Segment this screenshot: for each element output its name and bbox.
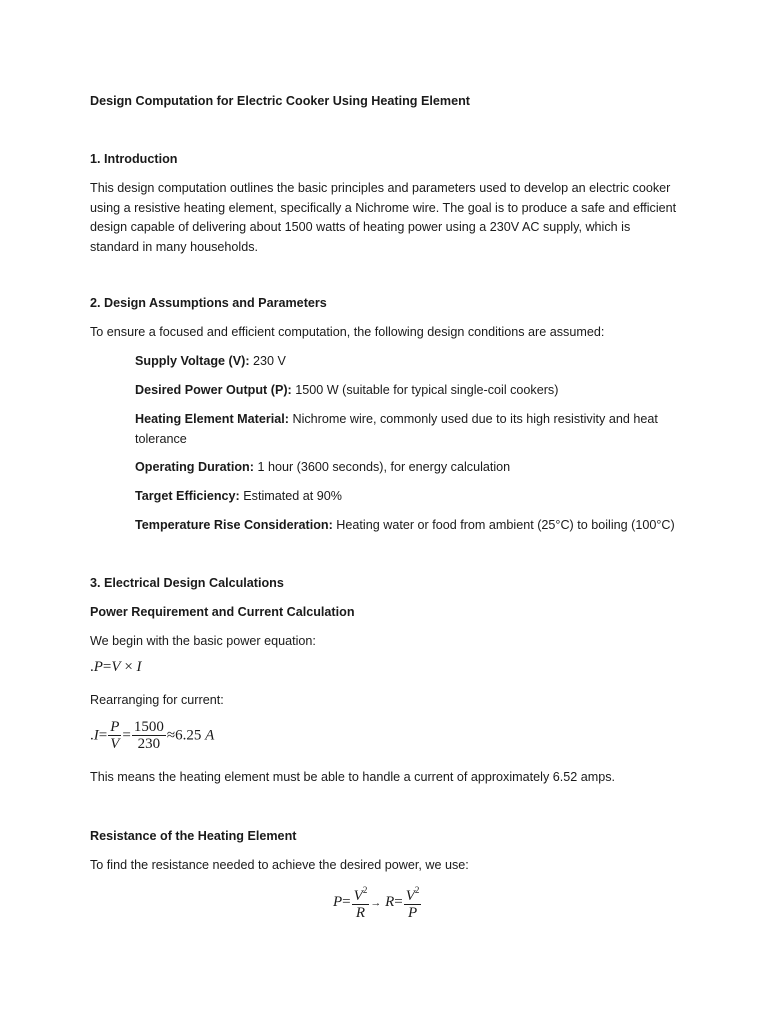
assumption-item (135, 487, 342, 507)
intro-heading: 1. Introduction (90, 152, 178, 166)
assumption-item (135, 410, 658, 449)
assumption-label: Heating Element Material: (135, 412, 289, 426)
document-title: Design Computation for Electric Cooker Using Heating Element (90, 94, 470, 108)
assumption-label: Supply Voltage (V): (135, 354, 250, 368)
current-equation: .I= $\frac{P}{V}$ = $\frac{1500}{230}$ ≈6.25 A (90, 719, 215, 752)
intro-line: using a resistive heating element, specifically a Nichrome wire. The goal is to produce a safe and efficient (90, 200, 677, 215)
assumption-label: Desired Power Output (P): (135, 383, 292, 397)
assumption-value: 230 V (249, 354, 286, 368)
assumption-value: Nichrome wire, commonly used due to its high resistivity and heat (288, 412, 658, 426)
fraction: $\frac{V^2}{R}$ (353, 885, 368, 921)
assumption-item (135, 352, 286, 372)
intro-line: This design computation outlines the basic principles and parameters used to develop an electric cooker (90, 181, 671, 195)
fraction: $\frac{P}{V}$ (110, 719, 120, 752)
intro-line: design capable of delivering about 1500 watts of heating power using a 230V AC supply, which is (90, 220, 631, 234)
assumption-value-cont: tolerance (135, 431, 187, 446)
fraction: $\frac{1500}{230}$ (133, 719, 164, 752)
assumption-label: Target Efficiency: (135, 489, 240, 503)
rearranging-text: Rearranging for current: (90, 693, 224, 707)
assumption-label: Operating Duration: (135, 460, 254, 474)
assumption-value: 1500 W (suitable for typical single-coil cookers) (291, 383, 559, 397)
current-conclusion: This means the heating element must be able to handle a current of approximately 6.52 amps. (90, 770, 616, 784)
power-current-subheading: Power Requirement and Current Calculation (90, 605, 355, 619)
assumptions-lead: To ensure a focused and efficient computation, the following design conditions are assumed: (90, 325, 605, 339)
resistance-equation: P= $\frac{V^2}{R}$ → R= $\frac{V^2}{P}$ (333, 885, 420, 921)
assumptions-heading: 2. Design Assumptions and Parameters (90, 296, 327, 310)
assumption-value: 1 hour (3600 seconds), for energy calculation (253, 460, 511, 474)
intro-paragraph (90, 179, 690, 257)
resistance-heading: Resistance of the Heating Element (90, 829, 297, 843)
power-equation-intro: We begin with the basic power equation: (90, 634, 316, 648)
assumption-value: Heating water or food from ambient (25°C) to boiling (100°C) (332, 518, 675, 532)
resistance-intro: To find the resistance needed to achieve the desired power, we use: (90, 858, 469, 872)
assumption-label: Temperature Rise Consideration: (135, 518, 333, 532)
assumption-value: Estimated at 90% (239, 489, 342, 503)
intro-line: standard in many households. (90, 239, 259, 254)
electrical-heading: 3. Electrical Design Calculations (90, 576, 284, 590)
fraction: $\frac{V^2}{P}$ (405, 885, 420, 921)
assumption-item (135, 458, 510, 478)
power-equation: .P=V × I (90, 659, 142, 675)
assumption-item (135, 516, 675, 536)
assumption-item (135, 381, 558, 401)
